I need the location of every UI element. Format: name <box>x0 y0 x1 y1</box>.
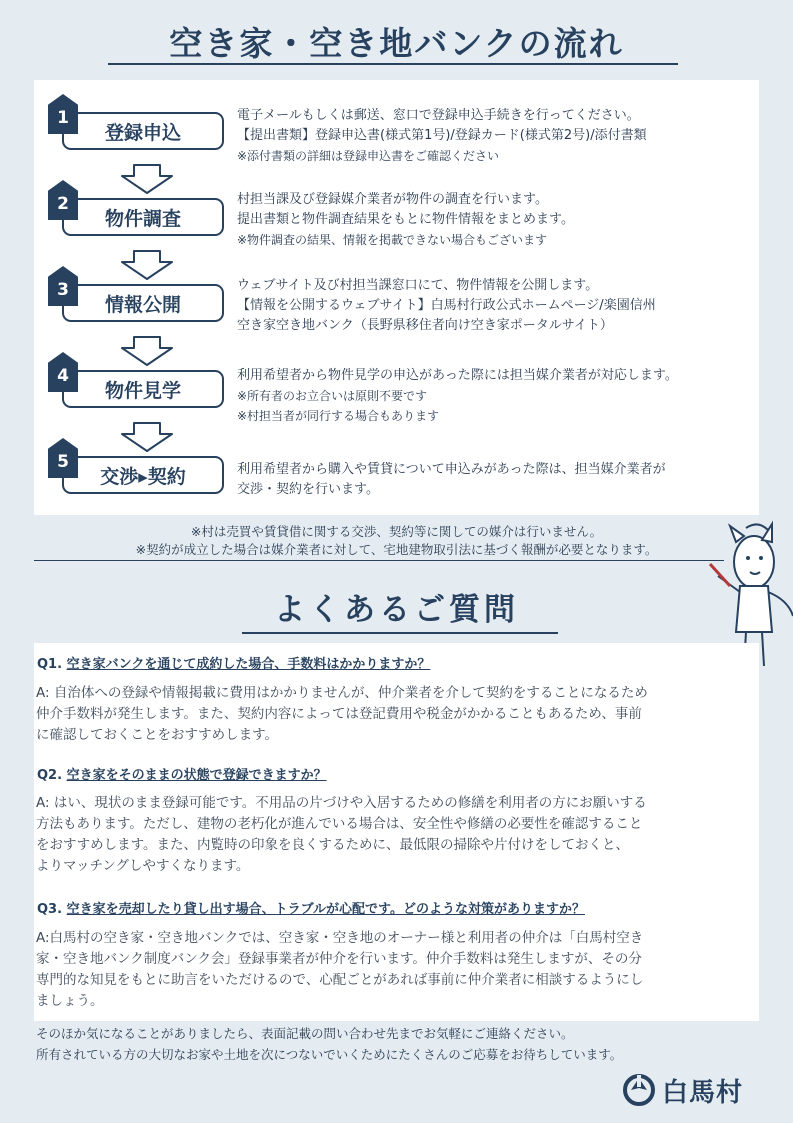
step-4-number: 4 <box>57 366 69 386</box>
faq-q2-text: 空き家をそのままの状態で登録できますか？ <box>66 768 327 783</box>
step-4-line-1: 利用希望者から物件見学の申込があった際には担当媒介業者が対応します。 <box>237 368 678 383</box>
step-1-line-2: 【提出書類】登録申込書(様式第1号)/登録カード(様式第2号)/添付書類 <box>237 128 647 143</box>
step-4-description <box>237 366 757 426</box>
village-emblem-icon <box>622 1073 656 1107</box>
faq-a1-line-2: 仲介手数料が発生します。また、契約内容によっては登記費用や税金がかかることもあるため、事前 <box>36 706 642 722</box>
faq-q3-number: Q3. <box>37 902 63 917</box>
faq-a2-line-3: をおすすめします。また、内覧時の印象を良くするために、最低限の掃除や片付けをしておくと、 <box>36 837 630 853</box>
faq-a3-line-4: ましょう。 <box>36 993 104 1009</box>
step-2-description <box>237 190 757 250</box>
logo-text: 白馬村 <box>662 1077 744 1108</box>
step-1 <box>48 94 228 150</box>
faq-question-2 <box>37 764 327 783</box>
faq-answer-3 <box>36 928 758 1012</box>
faq-a2-line-2: 方法もあります。ただし、建物の老朽化が進んでいる場合は、安全性や修繕の必要性を確認すること <box>36 816 643 832</box>
title-underline <box>108 63 678 65</box>
faq-answer-1 <box>36 683 758 746</box>
step-1-line-3: ※添付書類の詳細は登録申込書をご確認ください <box>237 149 500 163</box>
faq-q1-number: Q1. <box>37 657 63 672</box>
step-2-label: 物件調査 <box>62 198 224 236</box>
step-1-number: 1 <box>57 108 69 128</box>
flow-notes <box>0 523 793 559</box>
step-5-description <box>237 460 757 500</box>
step-1-line-1: 電子メールもしくは郵送、窓口で登録申込手続きを行ってください。 <box>237 108 640 123</box>
faq-q1-text: 空き家バンクを通じて成約した場合、手数料はかかりますか？ <box>66 657 431 672</box>
faq-a3-line-3: 専門的な知見をもとに助言をいただけるので、心配ごとがあれば事前に仲介業者に相談するようにし <box>36 972 644 988</box>
step-3 <box>48 266 228 322</box>
step-4-line-2: ※所有者のお立合いは原則不要です <box>237 389 428 403</box>
step-1-description <box>237 106 757 166</box>
step-2-line-2: 提出書類と物件調査結果をもとに物件情報をまとめます。 <box>237 212 574 227</box>
step-3-number: 3 <box>57 280 69 300</box>
closing-message <box>36 1023 622 1065</box>
step-2-line-3: ※物件調査の結果、情報を掲載できない場合もございます <box>237 233 548 247</box>
faq-a1-line-1: A: 自治体への登録や情報掲載に費用はかかりませんが、仲介業者を介して契約をすることになるため <box>36 685 648 701</box>
step-1-label: 登録申込 <box>62 112 224 150</box>
step-5-label: 交渉▸契約 <box>62 456 224 494</box>
step-2 <box>48 180 228 236</box>
flow-panel <box>34 80 759 515</box>
step-3-label: 情報公開 <box>62 284 224 322</box>
faq-question-1 <box>37 653 430 672</box>
step-5-line-1: 利用希望者から購入や賃貸について申込みがあった際は、担当媒介業者が <box>237 462 666 477</box>
closing-line-2: 所有されている方の大切なお家や土地を次につないでいくためにたくさんのご応募をお待ちしています。 <box>36 1047 623 1062</box>
step-3-description <box>237 276 757 336</box>
step-3-line-1: ウェブサイト及び村担当課窓口にて、物件情報を公開します。 <box>237 278 599 293</box>
page-title: 空き家・空き地バンクの流れ <box>169 24 624 63</box>
closing-line-1: そのほか気になることがありましたら、表面記載の問い合わせ先までお気軽にご連絡ください。 <box>36 1026 574 1041</box>
step-2-line-1: 村担当課及び登録媒介業者が物件の調査を行います。 <box>237 192 548 207</box>
faq-answer-2 <box>36 793 758 877</box>
faq-title-underline <box>242 632 558 634</box>
note-2: ※契約が成立した場合は媒介業者に対して、宅地建物取引法に基づく報酬が必要となります。 <box>135 542 658 557</box>
faq-a3-line-2: 家・空き地バンク制度バンク会」登録事業者が仲介を行います。仲介手数料は発生しますが、その分 <box>36 951 642 967</box>
step-4-line-3: ※村担当者が同行する場合もあります <box>237 409 440 423</box>
faq-panel <box>34 643 759 1021</box>
note-1: ※村は売買や賃貸借に関する交渉、契約等に関しての媒介は行いません。 <box>190 524 603 539</box>
faq-a2-line-1: A: はい、現状のまま登録可能です。不用品の片づけや入居するための修繕を利用者の方にお願いする <box>36 795 647 811</box>
faq-a2-line-4: よりマッチングしやすくなります。 <box>36 858 250 874</box>
step-4 <box>48 352 228 408</box>
step-5-line-2: 交渉・契約を行います。 <box>237 482 379 497</box>
step-3-line-3: 空き家空き地バンク（長野県移住者向け空き家ポータルサイト） <box>237 318 613 333</box>
step-2-number: 2 <box>57 194 69 214</box>
hakuba-village-logo <box>622 1072 743 1108</box>
step-5-number: 5 <box>57 452 69 472</box>
faq-question-3 <box>37 898 585 917</box>
faq-q3-text: 空き家を売却したり貸し出す場合、トラブルが心配です。どのような対策がありますか？ <box>66 902 586 917</box>
step-5 <box>48 438 228 494</box>
step-4-label: 物件見学 <box>62 370 224 408</box>
notes-underline <box>34 560 724 561</box>
step-3-line-2: 【情報を公開するウェブサイト】白馬村行政公式ホームページ/楽園信州 <box>237 298 656 313</box>
faq-a3-line-1: A:白馬村の空き家・空き地バンクでは、空き家・空き地のオーナー様と利用者の仲介は「白馬村空き <box>36 930 644 946</box>
faq-title: よくあるご質問 <box>274 592 519 628</box>
faq-a1-line-3: に確認しておくことをおすすめします。 <box>36 727 279 743</box>
faq-q2-number: Q2. <box>37 768 63 783</box>
